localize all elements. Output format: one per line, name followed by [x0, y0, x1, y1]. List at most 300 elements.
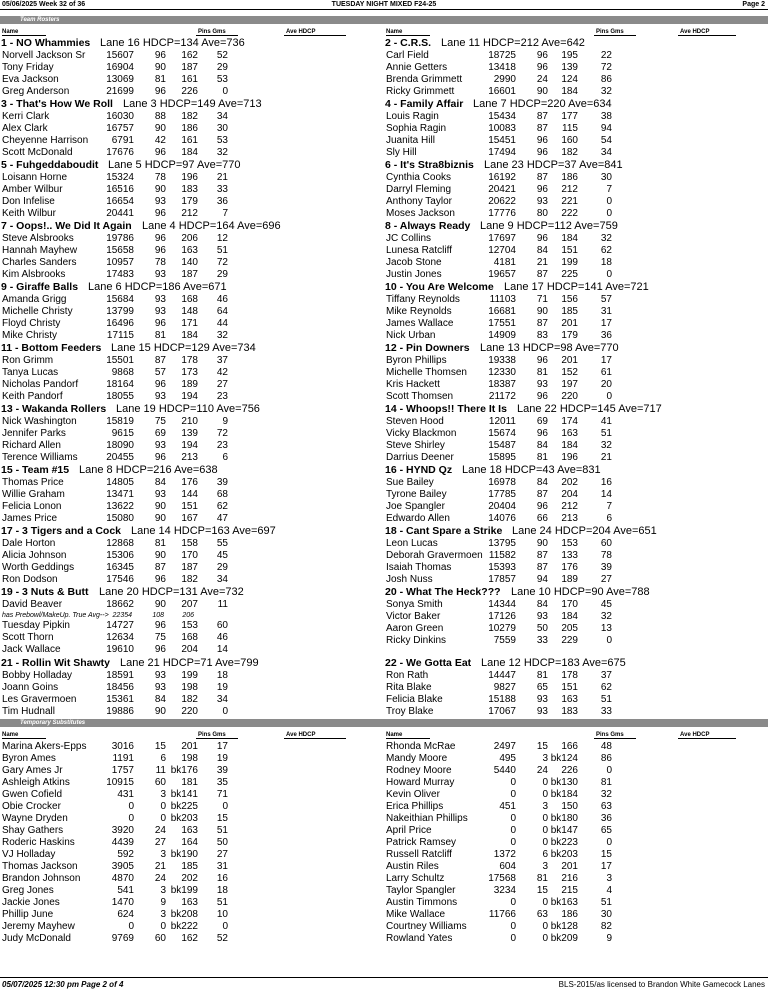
- player-handicap: 32: [600, 611, 612, 622]
- player-average: 210: [181, 416, 198, 427]
- team-info: Lane 20 HDCP=131 Ave=732: [99, 586, 244, 598]
- player-name: Greg Anderson: [2, 86, 70, 97]
- player-average: 124: [561, 74, 578, 85]
- player-pins: 15607: [106, 50, 134, 61]
- player-name: Tiffany Reynolds: [386, 294, 460, 305]
- player-average: 204: [181, 644, 198, 655]
- player-handicap: 37: [600, 670, 612, 681]
- player-pins: 604: [499, 861, 516, 872]
- player-average: 156: [561, 294, 578, 305]
- player-pins: 16654: [106, 196, 134, 207]
- player-average: 212: [181, 208, 198, 219]
- player-name: Justin Jones: [386, 269, 442, 280]
- player-name: Wayne Dryden: [2, 813, 68, 824]
- player-average: bk147: [550, 825, 578, 836]
- team-player-row: [384, 682, 768, 694]
- player-games: 0: [542, 825, 548, 836]
- header-underline: [196, 35, 238, 36]
- player-name: Sophia Ragin: [386, 123, 447, 134]
- substitute-row: [384, 885, 768, 897]
- player-average: 229: [561, 635, 578, 646]
- player-pins: 1470: [111, 897, 134, 908]
- player-games: 96: [154, 86, 166, 97]
- player-handicap: 34: [216, 574, 228, 585]
- player-average: 215: [561, 885, 578, 896]
- player-pins: 17546: [106, 574, 134, 585]
- player-handicap: 30: [216, 123, 228, 134]
- substitute-row: [0, 897, 384, 909]
- player-name: Keith Wilbur: [2, 208, 56, 219]
- player-pins: 451: [499, 801, 516, 812]
- team-name: 2 - C.R.S.: [385, 37, 432, 49]
- player-average: 213: [181, 452, 198, 463]
- player-games: 87: [536, 123, 548, 134]
- team-player-row: [384, 367, 768, 379]
- player-handicap: 18: [600, 257, 612, 268]
- team-name: 8 - Always Ready: [385, 220, 471, 232]
- player-games: 0: [160, 813, 166, 824]
- player-games: 93: [154, 670, 166, 681]
- player-name: Norvell Jackson Sr: [2, 50, 86, 61]
- player-games: 96: [154, 245, 166, 256]
- player-name: Alex Clark: [2, 123, 48, 134]
- player-average: 161: [181, 135, 198, 146]
- header-name: Name: [2, 732, 19, 738]
- player-name: Vicky Blackmon: [386, 428, 457, 439]
- player-average: 182: [181, 574, 198, 585]
- player-average: 201: [561, 318, 578, 329]
- player-games: 21: [536, 257, 548, 268]
- player-handicap: 41: [600, 416, 612, 427]
- team-header: [0, 342, 384, 355]
- player-games: 84: [536, 599, 548, 610]
- player-handicap: 7: [222, 208, 228, 219]
- substitute-row: [384, 801, 768, 813]
- player-games: 87: [536, 489, 548, 500]
- player-average: 216: [561, 873, 578, 884]
- header-underline: [284, 738, 346, 739]
- player-games: 81: [154, 330, 166, 341]
- player-average: 201: [561, 355, 578, 366]
- player-pins: 0: [128, 921, 134, 932]
- player-average: 198: [181, 682, 198, 693]
- player-games: 90: [154, 501, 166, 512]
- team-player-row: [0, 86, 384, 98]
- player-average: 182: [561, 147, 578, 158]
- player-games: 6: [542, 849, 548, 860]
- player-handicap: 6: [606, 513, 612, 524]
- player-average: 212: [561, 501, 578, 512]
- player-name: Aaron Green: [386, 623, 444, 634]
- team-player-row: [0, 501, 384, 513]
- player-handicap: 51: [600, 428, 612, 439]
- true-average-note: [0, 611, 384, 620]
- player-average: 148: [181, 306, 198, 317]
- player-handicap: 33: [216, 184, 228, 195]
- team-player-row: [0, 428, 384, 440]
- player-handicap: 0: [222, 706, 228, 717]
- team-player-row: [0, 50, 384, 62]
- player-games: 93: [536, 379, 548, 390]
- player-pins: 21699: [106, 86, 134, 97]
- player-name: Howard Murray: [386, 777, 455, 788]
- player-pins: 15393: [488, 562, 516, 573]
- section-title-rosters: Team Rosters: [20, 17, 60, 23]
- header-ave-hdcp: Ave HDCP: [680, 29, 710, 35]
- player-handicap: 47: [216, 513, 228, 524]
- player-handicap: 42: [216, 367, 228, 378]
- player-games: 78: [154, 172, 166, 183]
- player-games: 0: [542, 897, 548, 908]
- player-average: 182: [181, 694, 198, 705]
- substitute-row: [0, 825, 384, 837]
- player-games: 96: [154, 233, 166, 244]
- player-games: 96: [536, 501, 548, 512]
- team-player-row: [384, 623, 768, 635]
- team-info: Lane 21 HDCP=71 Ave=799: [120, 657, 259, 669]
- player-name: Felicia Lonon: [2, 501, 62, 512]
- roster-header-wrap: [0, 28, 384, 36]
- team-player-row: [384, 196, 768, 208]
- team-player-row: [384, 269, 768, 281]
- player-handicap: 57: [600, 294, 612, 305]
- player-name: Thomas Jackson: [2, 861, 78, 872]
- team-player-row: [0, 513, 384, 525]
- player-games: 84: [536, 477, 548, 488]
- player-name: Bobby Holladay: [2, 670, 73, 681]
- team-header: [0, 525, 384, 538]
- player-games: 93: [154, 306, 166, 317]
- player-average: 173: [181, 367, 198, 378]
- player-games: 3: [542, 861, 548, 872]
- player-handicap: 32: [600, 789, 612, 800]
- player-pins: 17494: [488, 147, 516, 158]
- team-player-row: [384, 318, 768, 330]
- player-name: Jacob Stone: [386, 257, 442, 268]
- player-name: Ashleigh Atkins: [2, 777, 70, 788]
- player-average: 177: [561, 111, 578, 122]
- player-name: Hannah Mayhew: [2, 245, 78, 256]
- player-pins: 20455: [106, 452, 134, 463]
- player-average: bk203: [170, 813, 198, 824]
- player-average: 196: [181, 172, 198, 183]
- player-pins: 16496: [106, 318, 134, 329]
- player-games: 11: [155, 765, 166, 776]
- player-pins: 18387: [488, 379, 516, 390]
- player-pins: 20404: [488, 501, 516, 512]
- player-pins: 9615: [111, 428, 134, 439]
- header-underline: [2, 35, 46, 36]
- player-handicap: 9: [606, 933, 612, 944]
- player-name: Mike Reynolds: [386, 306, 452, 317]
- player-pins: 5440: [493, 765, 516, 776]
- player-average: 195: [561, 50, 578, 61]
- player-pins: 17568: [488, 873, 516, 884]
- player-name: Courtney Williams: [386, 921, 467, 932]
- player-games: 3: [160, 849, 166, 860]
- player-average: 139: [561, 62, 578, 73]
- player-average: 213: [561, 513, 578, 524]
- player-handicap: 45: [216, 550, 228, 561]
- player-games: 50: [536, 623, 548, 634]
- player-games: 0: [542, 933, 548, 944]
- player-average: 201: [181, 741, 198, 752]
- player-handicap: 3: [606, 873, 612, 884]
- player-games: 87: [154, 355, 166, 366]
- player-games: 69: [536, 416, 548, 427]
- header-pins-gms: Pins Gms: [198, 29, 226, 35]
- player-handicap: 22: [600, 50, 612, 61]
- player-average: 184: [181, 147, 198, 158]
- player-handicap: 21: [216, 172, 228, 183]
- player-average: 226: [561, 765, 578, 776]
- player-name: Kim Alsbrooks: [2, 269, 66, 280]
- substitute-row: [0, 837, 384, 849]
- player-average: 206: [181, 233, 198, 244]
- player-games: 96: [154, 147, 166, 158]
- player-pins: 17697: [488, 233, 516, 244]
- player-handicap: 32: [216, 330, 228, 341]
- player-pins: 15324: [106, 172, 134, 183]
- player-handicap: 53: [216, 74, 228, 85]
- player-average: 167: [181, 513, 198, 524]
- player-handicap: 18: [216, 885, 228, 896]
- player-name: Nicholas Pandorf: [2, 379, 79, 390]
- player-games: 75: [154, 416, 166, 427]
- player-average: 162: [181, 933, 198, 944]
- team-player-row: [0, 599, 384, 611]
- player-handicap: 72: [216, 428, 228, 439]
- player-handicap: 14: [600, 489, 612, 500]
- player-games: 96: [154, 452, 166, 463]
- player-average: 164: [181, 837, 198, 848]
- player-name: Leon Lucas: [386, 538, 438, 549]
- player-average: 151: [561, 682, 578, 693]
- player-average: 168: [181, 294, 198, 305]
- player-name: Russell Ratcliff: [386, 849, 452, 860]
- player-average: 168: [181, 632, 198, 643]
- player-name: Terence Williams: [2, 452, 78, 463]
- header-underline: [386, 738, 430, 739]
- player-games: 21: [154, 861, 166, 872]
- note-games: 108: [152, 612, 164, 619]
- team-player-row: [384, 86, 768, 98]
- player-games: 96: [536, 50, 548, 61]
- player-average: 187: [181, 562, 198, 573]
- player-handicap: 71: [216, 789, 228, 800]
- player-pins: 0: [510, 789, 516, 800]
- player-average: 184: [561, 233, 578, 244]
- player-pins: 16601: [488, 86, 516, 97]
- player-handicap: 60: [600, 538, 612, 549]
- team-player-row: [0, 245, 384, 257]
- header-pins-gms: Pins Gms: [596, 29, 624, 35]
- player-pins: 3016: [111, 741, 134, 752]
- player-average: 140: [181, 257, 198, 268]
- team-info: Lane 22 HDCP=145 Ave=717: [517, 403, 662, 415]
- player-name: Tyrone Bailey: [386, 489, 447, 500]
- player-name: Kerri Clark: [2, 111, 50, 122]
- player-games: 81: [536, 873, 548, 884]
- player-name: Tony Friday: [2, 62, 54, 73]
- player-name: Charles Sanders: [2, 257, 77, 268]
- player-name: Gary Ames Jr: [2, 765, 63, 776]
- team-header: [384, 403, 768, 416]
- team-player-row: [0, 306, 384, 318]
- team-player-row: [0, 391, 384, 403]
- player-average: 207: [181, 599, 198, 610]
- player-name: Les Gravermoen: [2, 694, 77, 705]
- team-player-row: [384, 233, 768, 245]
- player-name: JC Collins: [386, 233, 432, 244]
- player-pins: 2990: [493, 74, 516, 85]
- player-name: James Price: [2, 513, 58, 524]
- team-player-row: [384, 135, 768, 147]
- player-name: Patrick Ramsey: [386, 837, 457, 848]
- player-games: 96: [154, 644, 166, 655]
- player-games: 0: [542, 789, 548, 800]
- player-handicap: 55: [216, 538, 228, 549]
- player-name: Ron Rath: [386, 670, 429, 681]
- substitute-row: [0, 765, 384, 777]
- player-handicap: 0: [222, 801, 228, 812]
- player-games: 0: [160, 801, 166, 812]
- player-average: 194: [181, 440, 198, 451]
- player-pins: 17483: [106, 269, 134, 280]
- player-handicap: 36: [600, 330, 612, 341]
- player-pins: 15501: [106, 355, 134, 366]
- team-player-row: [384, 184, 768, 196]
- player-handicap: 29: [216, 562, 228, 573]
- team-player-row: [0, 562, 384, 574]
- player-handicap: 64: [216, 306, 228, 317]
- player-pins: 14727: [106, 620, 134, 631]
- player-average: 163: [181, 825, 198, 836]
- player-games: 88: [154, 111, 166, 122]
- player-pins: 1191: [112, 753, 134, 764]
- player-pins: 18725: [488, 50, 516, 61]
- player-handicap: 72: [216, 257, 228, 268]
- player-games: 15: [536, 741, 548, 752]
- player-name: Loisann Horne: [2, 172, 68, 183]
- player-games: 96: [154, 50, 166, 61]
- player-games: 81: [154, 538, 166, 549]
- player-name: Tanya Lucas: [2, 367, 59, 378]
- player-name: Taylor Spangler: [386, 885, 456, 896]
- note-average: 206: [182, 612, 194, 619]
- substitute-row: [384, 789, 768, 801]
- player-pins: 15451: [488, 135, 516, 146]
- page-number: Page 2: [742, 1, 765, 8]
- team-header: [384, 342, 768, 355]
- player-handicap: 32: [600, 86, 612, 97]
- player-games: 15: [154, 741, 166, 752]
- player-name: Jackie Jones: [2, 897, 60, 908]
- player-name: Judy McDonald: [2, 933, 71, 944]
- player-average: 194: [181, 391, 198, 402]
- player-handicap: 17: [600, 861, 612, 872]
- player-handicap: 51: [216, 897, 228, 908]
- player-name: Sue Bailey: [386, 477, 434, 488]
- player-average: 185: [561, 306, 578, 317]
- player-name: Mike Wallace: [386, 909, 446, 920]
- team-player-row: [0, 233, 384, 245]
- player-average: 182: [181, 111, 198, 122]
- player-games: 90: [536, 306, 548, 317]
- team-player-row: [0, 208, 384, 220]
- print-timestamp: 05/07/2025 12:30 pm Page 2 of 4: [2, 980, 124, 989]
- team-player-row: [384, 208, 768, 220]
- player-handicap: 27: [216, 379, 228, 390]
- player-games: 80: [536, 208, 548, 219]
- player-pins: 19886: [106, 706, 134, 717]
- player-games: 90: [154, 706, 166, 717]
- player-name: Nakeithian Phillips: [386, 813, 468, 824]
- team-player-row: [384, 489, 768, 501]
- player-name: Willie Graham: [2, 489, 65, 500]
- player-games: 90: [154, 513, 166, 524]
- team-player-row: [384, 477, 768, 489]
- player-pins: 12868: [106, 538, 134, 549]
- player-name: Gwen Cofield: [2, 789, 63, 800]
- player-pins: 12704: [488, 245, 516, 256]
- team-player-row: [384, 538, 768, 550]
- player-name: Kris Hackett: [386, 379, 440, 390]
- player-name: Tuesday Pipkin: [2, 620, 70, 631]
- player-games: 24: [154, 873, 166, 884]
- player-games: 90: [536, 86, 548, 97]
- player-name: Jeremy Mayhew: [2, 921, 75, 932]
- license-text: BLS-2015/as licensed to Brandon White Gamecock Lanes: [558, 980, 765, 989]
- player-name: VJ Holladay: [2, 849, 56, 860]
- team-player-row: [0, 477, 384, 489]
- team-header: [0, 159, 384, 172]
- player-games: 9: [160, 897, 166, 908]
- team-player-row: [384, 574, 768, 586]
- player-average: 226: [181, 86, 198, 97]
- player-handicap: 82: [600, 921, 612, 932]
- player-games: 0: [542, 813, 548, 824]
- substitute-row: [0, 933, 384, 945]
- team-player-row: [384, 147, 768, 159]
- player-average: bk208: [170, 909, 198, 920]
- team-player-row: [0, 111, 384, 123]
- player-handicap: 52: [216, 50, 228, 61]
- player-pins: 13799: [106, 306, 134, 317]
- player-pins: 13795: [488, 538, 516, 549]
- player-games: 93: [154, 440, 166, 451]
- player-name: Mike Christy: [2, 330, 58, 341]
- team-player-row: [384, 706, 768, 718]
- player-pins: 13418: [488, 62, 516, 73]
- team-player-row: [384, 501, 768, 513]
- player-name: Brandon Johnson: [2, 873, 81, 884]
- team-player-row: [0, 670, 384, 682]
- player-games: 96: [536, 355, 548, 366]
- team-player-row: [0, 706, 384, 718]
- team-player-row: [0, 123, 384, 135]
- player-handicap: 7: [606, 501, 612, 512]
- team-player-row: [0, 379, 384, 391]
- player-pins: 4870: [111, 873, 134, 884]
- player-name: Mandy Moore: [386, 753, 448, 764]
- team-player-row: [384, 611, 768, 623]
- substitute-row: [384, 777, 768, 789]
- player-games: 6: [160, 753, 166, 764]
- player-pins: 19610: [106, 644, 134, 655]
- player-games: 87: [536, 562, 548, 573]
- player-games: 3: [542, 753, 548, 764]
